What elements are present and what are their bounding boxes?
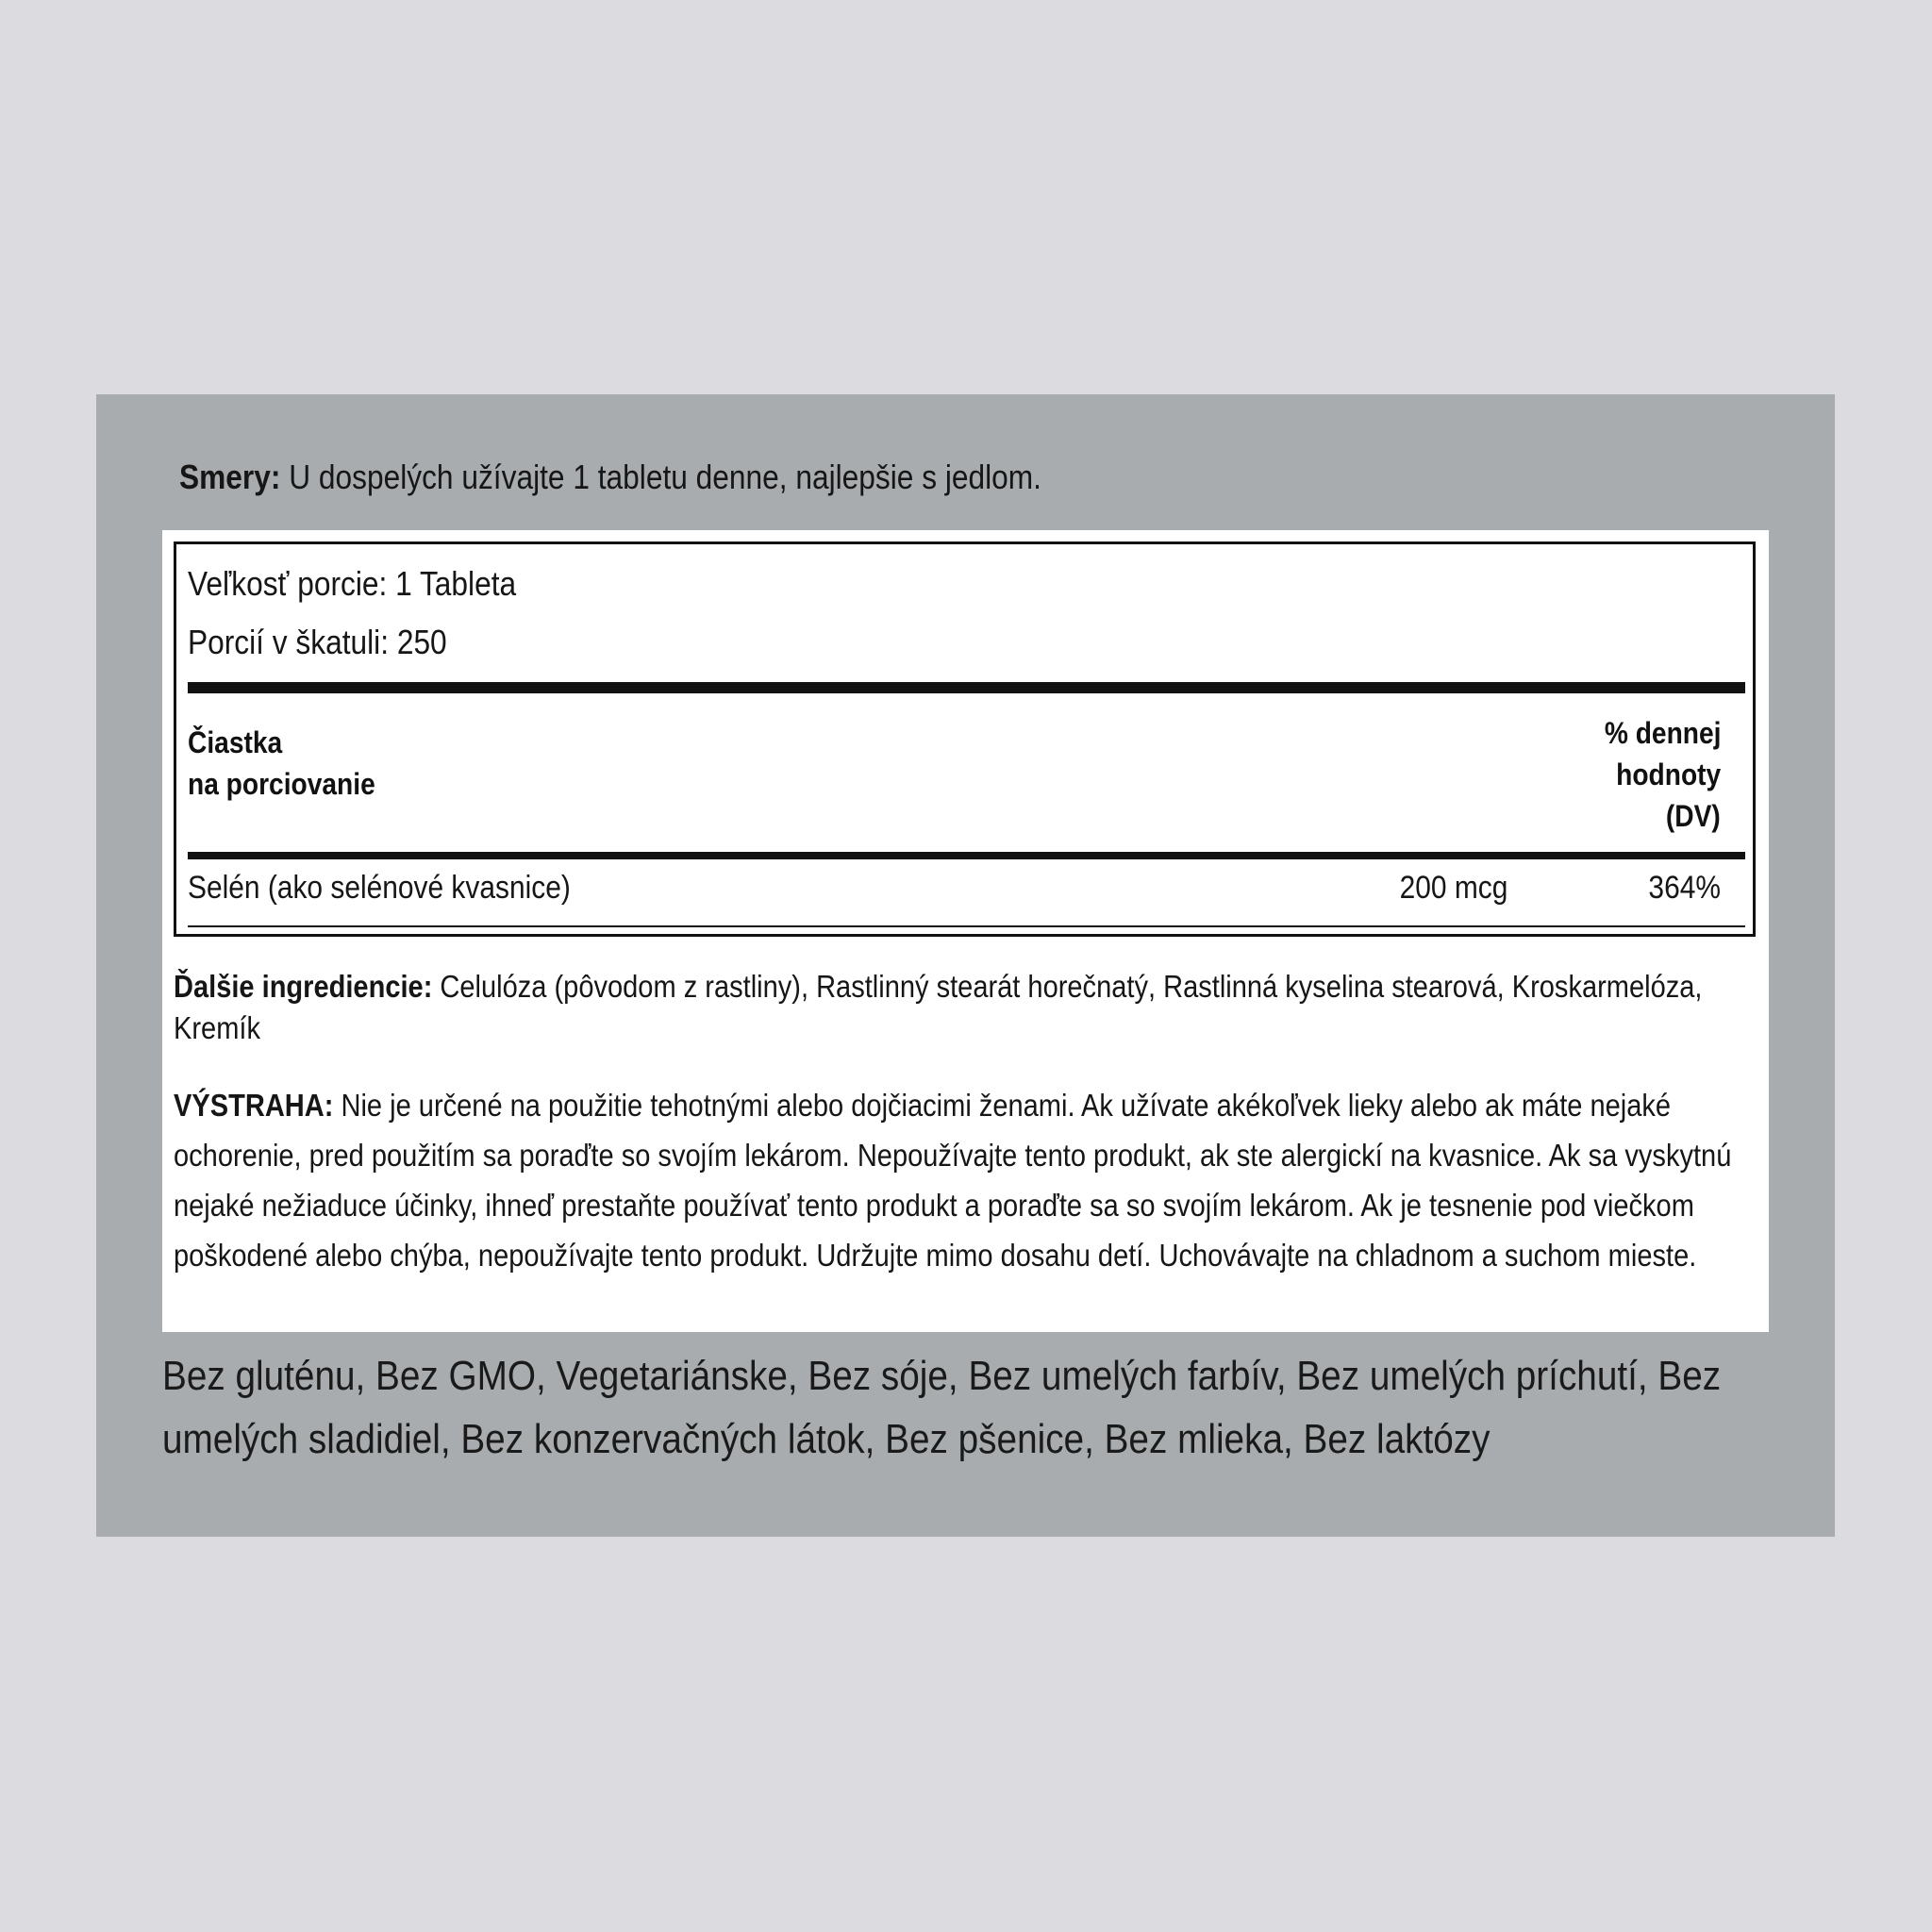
warning-text: Nie je určené na použitie tehotnými alebo dojčiacimi ženami. Ak užívate akékoľvek lieky alebo ak máte nejaké ochorenie, pred použitím sa poraďte so svojím lekárom. Nepoužívajte tento produkt, ak ste alergickí na kvasnice. Ak sa vyskytnú nejaké nežiaduce účinky, ihneď prestaňte používať tento produkt a poraďte sa so svojím lekárom. Ak je tesnenie pod viečkom poškodené alebo chýba, nepoužívajte tento produkt. Udržujte mimo dosahu detí. Uchovávajte na chladnom a suchom mieste. xyxy=(174,1088,1732,1273)
thick-divider xyxy=(188,682,1745,693)
daily-value-header: % dennej hodnoty (DV) xyxy=(1604,716,1721,833)
directions-label: Smery: xyxy=(179,458,281,496)
serving-size: Veľkosť porcie: 1 Tableta xyxy=(188,564,517,603)
nutrient-name: Selén (ako selénové kvasnice) xyxy=(188,870,571,906)
row-divider xyxy=(188,925,1745,927)
warning xyxy=(174,1080,1758,1280)
amount-per-serving-header: Čiastka na porciovanie xyxy=(188,725,375,801)
free-from-claims: Bez gluténu, Bez GMO, Vegetariánske, Bez sóje, Bez umelých farbív, Bez umelých príchutí, Bez umelých sladidiel, Bez konzervačných látok, Bez pšenice, Bez mlieka, Bez laktózy xyxy=(162,1353,1722,1462)
header-divider xyxy=(188,852,1745,859)
directions-text: U dospelých užívajte 1 tabletu denne, najlepšie s jedlom. xyxy=(280,458,1041,496)
supplement-facts-table xyxy=(174,541,1756,937)
warning-label: VÝSTRAHA: xyxy=(174,1088,334,1123)
nutrient-amount: 200 mcg xyxy=(1399,870,1507,906)
directions xyxy=(179,455,1041,500)
nutrient-daily-value: 364% xyxy=(1648,870,1721,906)
ingredients-label: Ďalšie ingrediencie: xyxy=(174,969,433,1004)
other-ingredients xyxy=(174,966,1758,1049)
ingredients-text: Celulóza (pôvodom z rastliny), Rastlinný stearát horečnatý, Rastlinná kyselina stearová, Kroskarmelóza, Kremík xyxy=(174,969,1703,1045)
servings-per-container: Porcií v škatuli: 250 xyxy=(188,623,447,661)
